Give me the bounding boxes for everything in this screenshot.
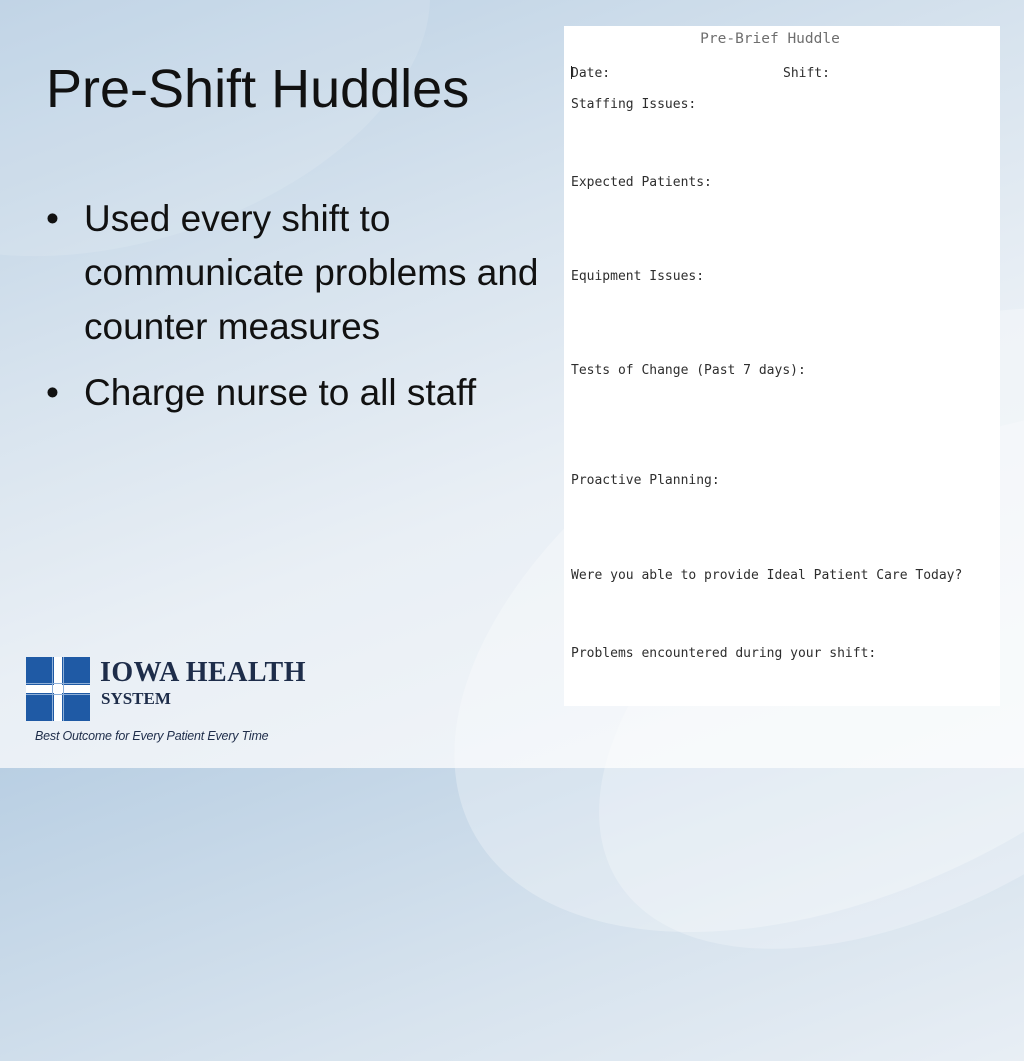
bullet-text: Used every shift to communicate problems and counter measures (84, 198, 539, 347)
equipment-issues-label: Equipment Issues: (571, 269, 705, 284)
bullet-item (44, 366, 544, 420)
bullet-list (44, 192, 544, 432)
ideal-patient-care-label: Were you able to provide Ideal Patient Care Today? (571, 568, 963, 583)
date-field-label: Date: (571, 66, 611, 81)
bullet-item (44, 192, 544, 354)
cross-logo-icon (26, 657, 90, 721)
bullet-text: Charge nurse to all staff (84, 372, 477, 413)
huddle-form-image (564, 26, 1000, 706)
logo-subtitle: SYSTEM (101, 689, 171, 708)
bullet-dot: • (46, 372, 59, 413)
form-title: Pre-Brief Huddle (700, 31, 840, 47)
shift-field-label: Shift: (783, 66, 830, 81)
logo-name: IOWA HEALTH (100, 657, 306, 688)
problems-encountered-label: Problems encountered during your shift: (571, 646, 877, 661)
expected-patients-label: Expected Patients: (571, 175, 712, 190)
logo-tagline: Best Outcome for Every Patient Every Time (35, 729, 269, 743)
tests-of-change-label: Tests of Change (Past 7 days): (571, 363, 806, 378)
proactive-planning-label: Proactive Planning: (571, 473, 720, 488)
bullet-dot: • (46, 198, 59, 239)
slide-title: Pre-Shift Huddles (46, 59, 470, 119)
staffing-issues-label: Staffing Issues: (571, 97, 697, 112)
